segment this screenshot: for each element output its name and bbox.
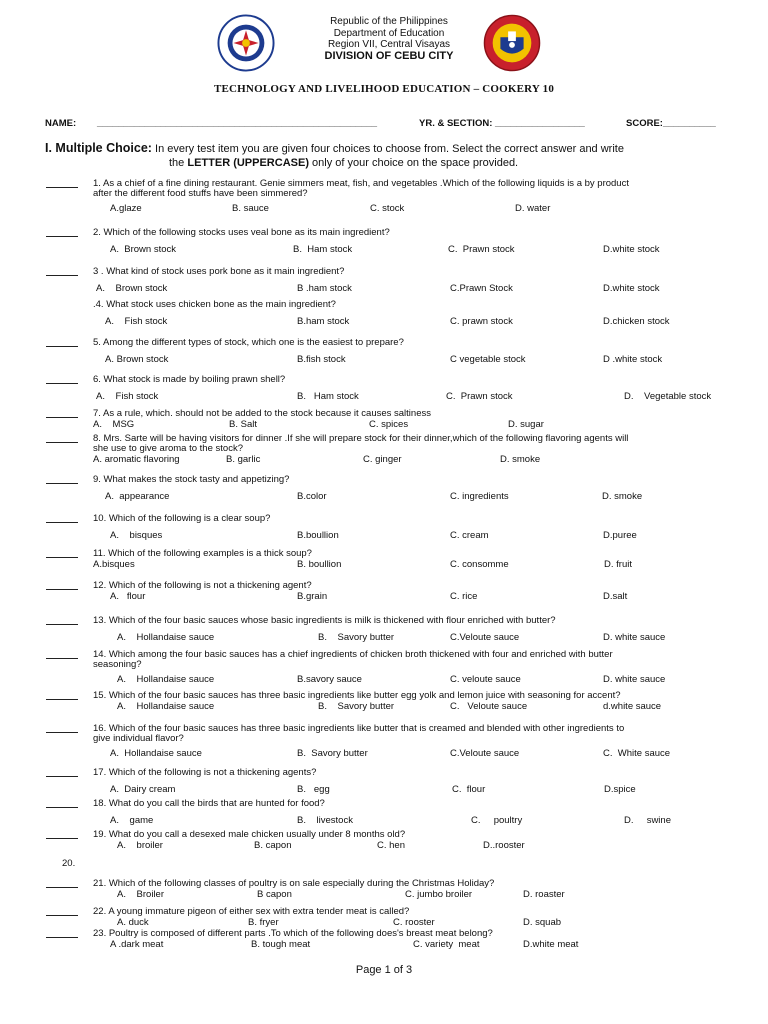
option-b: B.color [297,491,327,502]
header-department: Department of Education [333,27,445,39]
question-stem: .4. What stock uses chicken bone as the main ingredient? [93,299,336,310]
answer-blank[interactable] [46,915,78,916]
option-a: A. Brown stock [110,244,176,255]
option-d: D.white meat [523,939,579,950]
option-a: A.bisques [93,559,135,570]
options-row [0,815,768,826]
option-d: D.salt [603,591,628,602]
options-row [0,316,768,327]
option-b: B. garlic [226,454,261,465]
option-b: B. Ham stock [293,244,353,255]
option-d: D. roaster [523,889,565,900]
option-d: D. squab [523,917,562,928]
option-a: A. bisques [110,530,163,541]
option-a: A. Hollandaise sauce [117,701,215,712]
option-a: A. MSG [93,419,135,430]
options-row [0,591,768,602]
answer-blank[interactable] [46,776,78,777]
question-stem: 13. Which of the four basic sauces whose basic ingredients is milk is thickened with flour enriched with butter? [93,615,556,626]
option-a: A. game [110,815,154,826]
answer-blank[interactable] [46,937,78,938]
header-region: Region VII, Central Visayas [327,39,451,50]
header-text [300,16,478,62]
option-d: D.spice [604,784,636,795]
option-b: B. capon [254,840,292,851]
answer-blank[interactable] [46,807,78,808]
option-a: A. Brown stock [96,283,168,294]
option-b: B.savory sauce [297,674,362,685]
option-c: C. rooster [393,917,435,928]
question-number: 20. [62,858,76,869]
question-stem: 21. Which of the following classes of poultry is on sale especially during the Christmas Holiday? [93,878,495,889]
option-c: C. Veloute sauce [450,701,528,712]
option-c: C. Prawn stock [446,391,513,402]
option-c: C.Prawn Stock [450,283,513,294]
option-b: B capon [257,889,292,900]
answer-blank[interactable] [46,417,78,418]
header-republic: Republic of the Philippines [330,16,448,27]
options-row [0,354,768,365]
options-row [0,632,768,643]
options-row [0,419,768,430]
option-c: C.Veloute sauce [450,748,520,759]
question-stem: 15. Which of the four basic sauces has three basic ingredients like butter egg yolk and lemon juice with seasoning for accent? [93,690,621,701]
answer-blank[interactable] [46,275,78,276]
question-stem: 2. Which of the following stocks uses veal bone as its main ingredient? [93,227,390,238]
question-stem-continued: give individual flavor? [93,733,184,744]
question-stem-continued: she use to give aroma to the stock? [93,443,243,454]
options-row [0,454,768,465]
option-d: D. smoke [500,454,541,465]
option-c: C. consomme [450,559,509,570]
option-a: A. broiler [117,840,163,851]
option-d: D.white stock [603,244,660,255]
option-b: B.boullion [297,530,339,541]
question-stem: 22. A young immature pigeon of either sex with extra tender meat is called? [93,906,410,917]
options-row [0,244,768,255]
answer-blank[interactable] [46,624,78,625]
option-a: A. Hollandaise sauce [110,748,202,759]
answer-blank[interactable] [46,483,78,484]
page-footer: Page 1 of 3 [355,964,413,976]
option-d: d.white sauce [603,701,662,712]
question-stem: 19. What do you call a desexed male chicken usually under 8 months old? [93,829,406,840]
question-stem: 1. As a chief of a fine dining restaurant. Genie simmers meat, fish, and vegetables .Which of the following liquids is a by product [93,178,629,189]
option-b: B.fish stock [297,354,346,365]
option-d: C. White sauce [603,748,671,759]
option-c: C. ginger [363,454,402,465]
instructions-text-2c: only of your choice on the space provided. [308,156,519,169]
question-stem: 7. As a rule, which. should not be added to the stock because it causes saltiness [93,408,431,419]
question-stem: 6. What stock is made by boiling prawn shell? [93,374,286,385]
option-b: B.grain [297,591,328,602]
answer-blank[interactable] [46,838,78,839]
question-stem: 3 . What kind of stock uses pork bone as it main ingredient? [93,266,345,277]
option-c: C. stock [370,203,405,214]
answer-blank[interactable] [46,187,78,188]
option-c: C. prawn stock [450,316,513,327]
question-stem: 11. Which of the following examples is a thick soup? [93,548,312,559]
option-c: C. poultry [471,815,523,826]
option-a: A. Hollandaise sauce [117,674,215,685]
option-c: C. ingredients [450,491,509,502]
name-label: NAME: [45,118,77,129]
question-stem: 5. Among the different types of stock, which one is the easiest to prepare? [93,337,404,348]
option-b: B.ham stock [297,316,350,327]
option-d: D.chicken stock [603,316,670,327]
option-a: A. flour [110,591,146,602]
option-c: C. variety meat [413,939,480,950]
option-a: A. Fish stock [105,316,168,327]
option-c: C. jumbo broiler [405,889,473,900]
instructions-letter-note: LETTER (UPPERCASE) [187,156,309,169]
instructions-line-2 [45,157,735,171]
options-row [0,701,768,712]
option-c: C. cream [450,530,489,541]
student-info-line [0,118,768,132]
option-a: A. Hollandaise sauce [117,632,215,643]
question-stem: 16. Which of the four basic sauces has three basic ingredients like butter that is creamed and blended with other ingredients to [93,723,625,734]
option-a: A. Broiler [117,889,164,900]
option-b: B. livestock [297,815,353,826]
option-b: B .ham stock [297,283,352,294]
option-d: D..rooster [483,840,525,851]
option-d: D. fruit [604,559,632,570]
answer-blank[interactable] [46,522,78,523]
option-c: C vegetable stock [450,354,526,365]
instructions [45,142,735,170]
options-row [0,203,768,214]
options-row [0,784,768,795]
section-label: YR. & SECTION: _________________ [419,118,585,129]
question-stem-continued: seasoning? [93,659,142,670]
option-d: D. swine [624,815,671,826]
options-row [0,748,768,759]
question-stem: 17. Which of the following is not a thickening agents? [93,767,317,778]
answer-blank[interactable] [46,346,78,347]
question-stem: 23. Poultry is composed of different parts .To which of the following does's breast meat belong? [93,928,493,939]
option-d: D. smoke [602,491,643,502]
option-b: B. Savory butter [297,748,368,759]
answer-blank[interactable] [46,658,78,659]
option-b: B. egg [297,784,330,795]
option-d: D. Vegetable stock [624,391,712,402]
option-b: B. Savory butter [318,632,395,643]
options-row [0,889,768,900]
instructions-title: I. Multiple Choice: [45,141,152,155]
option-b: B. Ham stock [297,391,359,402]
option-d: D.white stock [603,283,660,294]
answer-blank[interactable] [46,887,78,888]
options-row [0,840,768,851]
answer-blank[interactable] [46,589,78,590]
option-d: D.puree [603,530,637,541]
option-c: C. flour [452,784,486,795]
options-row [0,491,768,502]
question-stem: 10. Which of the following is a clear soup? [93,513,271,524]
options-row [0,283,768,294]
answer-blank[interactable] [46,732,78,733]
cebu-city-seal-icon [483,14,541,72]
option-b: B. Salt [229,419,257,430]
question-stem: 18. What do you call the birds that are hunted for food? [93,798,325,809]
option-b: B. sauce [232,203,269,214]
option-c: C.Veloute sauce [450,632,520,643]
option-b: B. fryer [248,917,279,928]
answer-blank[interactable] [46,383,78,384]
option-a: A. Dairy cream [110,784,176,795]
answer-blank[interactable] [46,442,78,443]
question-stem-continued: after the different food stuffs have been simmered? [93,188,308,199]
option-a: A. appearance [105,491,170,502]
option-a: A.glaze [110,203,142,214]
answer-blank[interactable] [46,557,78,558]
deped-seal-icon [217,14,275,72]
option-d: D. water [515,203,551,214]
score-label: SCORE:__________ [626,118,716,129]
option-d: D. sugar [508,419,544,430]
option-b: B. boullion [297,559,342,570]
option-c: C. Prawn stock [448,244,515,255]
option-c: C. veloute sauce [450,674,521,685]
option-a: A. Fish stock [96,391,159,402]
question-stem: 9. What makes the stock tasty and appetizing? [93,474,290,485]
option-c: C. hen [377,840,405,851]
document-header [0,14,768,74]
option-a: A .dark meat [110,939,164,950]
option-d: D .white stock [603,354,663,365]
option-c: C. rice [450,591,478,602]
name-blank: _____________________________________________________ [97,118,378,129]
option-a: A. duck [117,917,149,928]
option-b: B. tough meat [251,939,311,950]
option-b: B. Savory butter [318,701,395,712]
option-d: D. white sauce [603,632,666,643]
option-a: A. Brown stock [105,354,169,365]
subject-title: TECHNOLOGY AND LIVELIHOOD EDUCATION – COOKERY 10 [213,83,555,95]
answer-blank[interactable] [46,699,78,700]
question-stem: 8. Mrs. Sarte will be having visitors for dinner .If she will prepare stock for their dinner,which of the following flavoring agents will [93,433,629,444]
options-row [0,559,768,570]
question-stem: 14. Which among the four basic sauces has a chief ingredients of chicken broth thickened with four and enriched with butter [93,649,613,660]
question-stem: 12. Which of the following is not a thickening agent? [93,580,312,591]
instructions-text-1: In every test item you are given four choices to choose from. Select the correct answer and write [155,143,624,155]
answer-blank[interactable] [46,236,78,237]
options-row [0,391,768,402]
options-row [0,917,768,928]
options-row [0,939,768,950]
option-d: D. white sauce [603,674,666,685]
option-c: C. spices [369,419,409,430]
option-a: A. aromatic flavoring [93,454,180,465]
options-row [0,530,768,541]
header-division: DIVISION OF CEBU CITY [324,49,454,62]
options-row [0,674,768,685]
instructions-text-2a: the [169,156,188,169]
